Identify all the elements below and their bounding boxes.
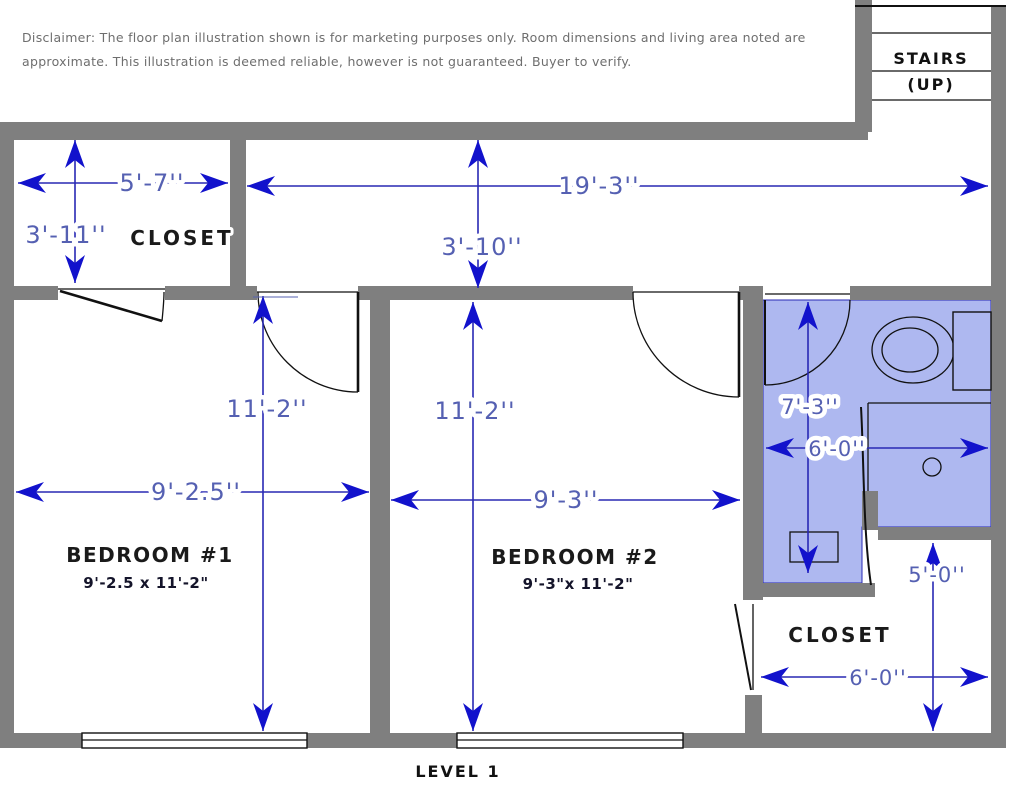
stairs-label: STAIRS [893, 49, 969, 68]
dim-label-bathroom-height: 7'-3'' [781, 395, 839, 419]
disclaimer-line-2: approximate. This illustration is deemed reliable, however is not guaranteed. Buyer to verify. [22, 54, 632, 69]
dim-label-hall-width: 19'-3'' [558, 172, 640, 200]
wall-bathroom-bottom-left [743, 583, 875, 597]
bedroom2-size-label: 9'-3"x 11'-2" [522, 575, 634, 593]
wall-stairs-left [855, 0, 872, 132]
wall-hall-segment-c [358, 286, 633, 300]
bedroom1-door-arc [258, 292, 358, 392]
wall-hall-segment-a [0, 286, 58, 300]
wall-closet-bottom-stub [745, 695, 762, 733]
wall-exterior-right [991, 5, 1006, 748]
wall-bedroom-divider [370, 300, 390, 733]
disclaimer-line-1: Disclaimer: The floor plan illustration shown is for marketing purposes only. Room dimensions and living area noted are [22, 30, 806, 45]
wall-closet-top-right [230, 136, 246, 291]
closet-bottom-door-leaf [735, 604, 751, 690]
wall-hall-segment-b [165, 286, 257, 300]
dim-label-bedroom2-height: 11'-2'' [434, 397, 516, 425]
dim-label-bathroom-width: 6'-0'' [808, 437, 866, 461]
dim-label-closet-top-width: 5'-7'' [119, 169, 185, 197]
level-label: LEVEL 1 [415, 762, 501, 781]
dim-label-closet-bottom-height: 5'-0'' [908, 563, 966, 587]
closet-bottom-label: CLOSET [788, 623, 892, 647]
closet-top-label: CLOSET [130, 226, 234, 250]
stairs-floor [872, 7, 991, 132]
dim-label-closet-bottom-width: 6'-0'' [849, 666, 907, 690]
wall-exterior-top [0, 122, 868, 140]
wall-bathroom-top [850, 286, 991, 300]
dim-label-closet-top-height: 3'-11'' [25, 221, 107, 249]
dim-label-bedroom1-width: 9'-2.5'' [151, 478, 241, 506]
bedroom1-size-label: 9'-2.5 x 11'-2" [83, 574, 209, 592]
closet-top-door-arc [162, 292, 164, 321]
toilet-tank [953, 312, 991, 390]
dim-label-bedroom2-width: 9'-3'' [533, 486, 599, 514]
closet-top-door-leaf [60, 291, 162, 321]
bedroom2-door-arc [633, 292, 739, 397]
bedroom2-label: BEDROOM #2 [491, 545, 659, 569]
wall-bathroom-bottom-right [878, 527, 992, 540]
wall-bathroom-left [743, 286, 763, 600]
dim-label-bedroom1-height: 11'-2'' [226, 395, 308, 423]
stairs-area [855, 6, 1006, 132]
stairs-up-label: (UP) [907, 75, 955, 94]
bedroom1-label: BEDROOM #1 [66, 543, 234, 567]
dim-label-hall-height: 3'-10'' [441, 233, 523, 261]
wall-exterior-left [0, 122, 14, 748]
